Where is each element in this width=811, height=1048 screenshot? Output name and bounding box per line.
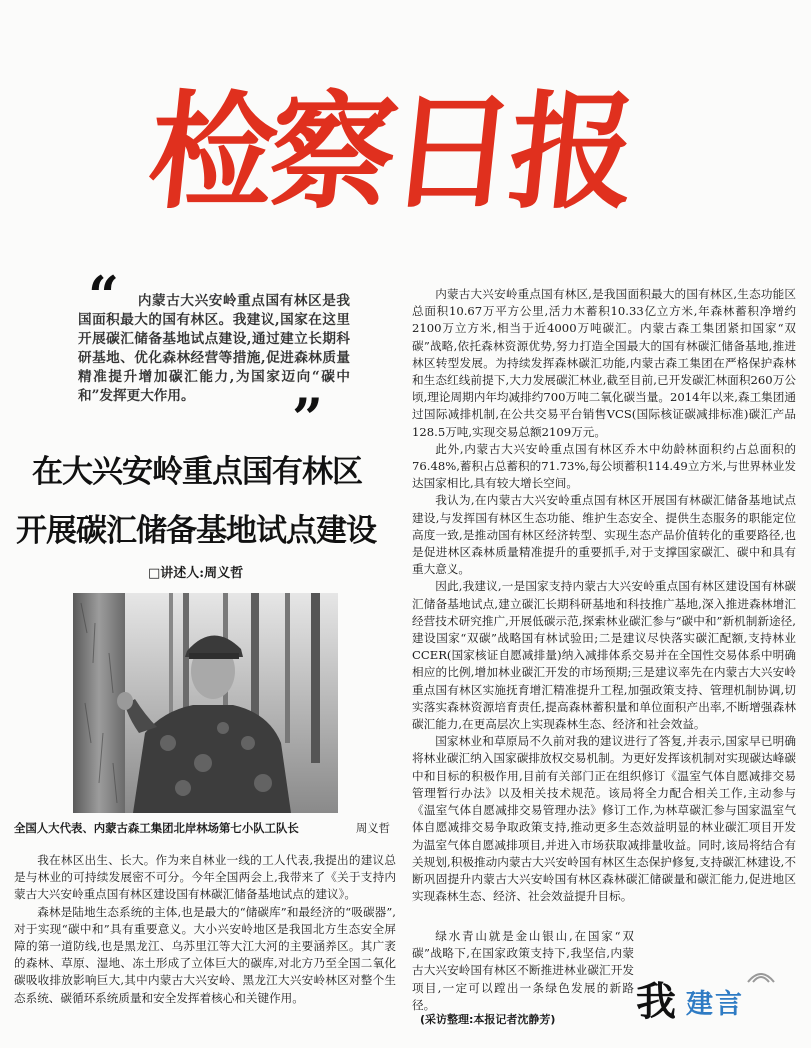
column-logo-jianyan: 建言 bbox=[686, 989, 744, 1020]
byline: □讲述人:周义哲 bbox=[148, 566, 244, 581]
right-paragraph: 此外,内蒙古大兴安岭重点国有林区乔木中幼龄林面积约占总面积的76.48%,蓄积占总蓄积的71.73%,每公顷蓄积114.49立方米,与世界林业发达国家相比,具有较大增长空间。 bbox=[412, 441, 796, 491]
photo-caption-name: 周义哲 bbox=[355, 821, 390, 835]
right-column bbox=[412, 286, 796, 905]
right-paragraph: 国家林业和草原局不久前对我的建议进行了答复,并表示,国家早已明确将林业碳汇纳入国家碳排放权交易机制。为更好发挥该机制对实现碳达峰碳中和目标的积极作用,目前有关部门正在组织修订《温室气体自愿减排交易管理暂行办法》以及相关技术规范。该局将全力配合相关工作,主动参与《温室气体自愿减排交易管理办法》修订工作,为林草碳汇参与国家温室气体自愿减排交易争取政策支持,推动更多生态效益明显的林业碳汇项目开发为温室气体自愿减排项目,并进入市场获取减排量收益。同时,该局将结合有关规划,积极推动内蒙古大兴安岭国有林区生态保护修复,支持碳汇林建设,不断巩固提升内蒙古大兴安岭国有林区森林碳汇储碳量和碳汇能力,促进地区实现森林生态、经济、社会效益提升目标。 bbox=[412, 734, 796, 904]
signal-waves-icon bbox=[744, 962, 778, 986]
forest-portrait-image bbox=[73, 593, 338, 813]
right-paragraph: 我认为,在内蒙古大兴安岭重点国有林区开展国有林碳汇储备基地试点建设,与发挥国有林区生态功能、维护生态安全、提供生态服务的职能定位高度一致,是推动国有林区经济转型、实现生态产品价值转化的重要路径,也是促进林区森林质量精准提升的重要抓手,对于支撑国家碳汇、碳中和具有重大意义。 bbox=[412, 493, 796, 577]
closing-paragraph-block bbox=[412, 928, 634, 1014]
headline-line-1: 在大兴安岭重点国有林区 bbox=[32, 454, 362, 490]
pull-quote-text: 内蒙古大兴安岭重点国有林区是我国面积最大的国有林区。我建议,国家在这里开展碳汇储备基地试点建设,通过建立长期科研基地、优化森林经营等措施,促进森林质量精准提升增加碳汇能力,为国家迈向“碳中和”发挥更大作用。 bbox=[78, 293, 350, 404]
right-paragraph: 因此,我建议,一是国家支持内蒙古大兴安岭重点国有林区建设国有林碳汇储备基地试点,建立碳汇长期科研基地和科技推广基地,深入推进森林增汇经营技术研究推广,开展低碳示范,探索林业碳汇参与“碳中和”新机制新途径,建设国家“双碳”战略国有林试验田;二是建议尽快落实碳汇配额,支持林业CCER(国家核证自愿减排量)纳入减排体系交易并在全国性交易体系中明确相应的比例,增加林业碳汇开发的市场预期;三是建议率先在内蒙古大兴安岭重点国有林区实施抚育增汇精准提升工程,加强政策支持、管理机制协调,切实落实森林资源培育责任,提高森林蓄积量和单位面积产出率,不断增强森林碳汇能力,在更高层次上实现森林生态、经济和社会效益。 bbox=[412, 579, 796, 732]
masthead-title: 检察日报 bbox=[142, 78, 638, 226]
column-logo bbox=[636, 970, 796, 1025]
interview-note: (采访整理:本报记者沈静芳) bbox=[420, 1013, 556, 1026]
left-paragraph: 我在林区出生、长大。作为来自林业一线的工人代表,我提出的建议总是与林业的可持续发展密不可分。今年全国两会上,我带来了《关于支持内蒙古大兴安岭重点国有林区建设国有林碳汇储备基地试点的建议》。 bbox=[14, 853, 396, 902]
left-paragraph: 森林是陆地生态系统的主体,也是最大的“储碳库”和最经济的“吸碳器”,对于实现“碳中和”具有重要意义。大小兴安岭地区是我国北方生态安全屏障的第一道防线,也是黑龙江、乌苏里江等大江大河的主要涵养区。其广袤的森林、草原、湿地、冻土形成了立体巨大的碳库,对北方乃至全国二氧化碳吸收排放影响巨大,其中内蒙古大兴安岭、黑龙江大兴安岭林区对整个生态系统、碳循环系统质量和安全发挥着核心和关键作用。 bbox=[14, 904, 396, 1005]
headline-line-2: 开展碳汇储备基地试点建设 bbox=[16, 513, 376, 549]
close-quote-icon: ” bbox=[292, 386, 324, 450]
column-logo-wo: 我 bbox=[636, 979, 676, 1025]
portrait-photo bbox=[73, 593, 338, 813]
photo-caption-text: 全国人大代表、内蒙古森工集团北岸林场第七小队工队长 bbox=[14, 821, 299, 835]
open-quote-icon: “ bbox=[88, 264, 120, 328]
right-paragraph: 内蒙古大兴安岭重点国有林区,是我国面积最大的国有林区,生态功能区总面积10.67万平方公里,活力木蓄积10.33亿立方米,年森林蓄积净增约2100万立方米,相当于近4000万吨碳汇。内蒙古森工集团紧扣国家“双碳”战略,依托森林资源优势,努力打造全国最大的国有林碳汇储备基地,推进林区转型发展。为持续发挥森林碳汇功能,内蒙古森工集团在严格保护森林和生态红线前提下,大力发展碳汇林业,截至目前,已开发碳汇林面积260万公顷,理论周期内年均减排约700万吨二氧化碳当量。2014年以来,森工集团通过国际减排机制,在公共交易平台销售VCS(国际核证碳减排标准)碳汇产品128.5万吨,实现交易总额2109万元。 bbox=[412, 287, 796, 439]
photo-caption bbox=[14, 820, 396, 836]
closing-paragraph: 绿水青山就是金山银山,在国家“双碳”战略下,在国家政策支持下,我坚信,内蒙古大兴安岭国有林区不断推进林业碳汇开发项目,一定可以蹚出一条绿色发展的新路径。 bbox=[412, 929, 634, 1012]
left-column bbox=[14, 852, 396, 1007]
